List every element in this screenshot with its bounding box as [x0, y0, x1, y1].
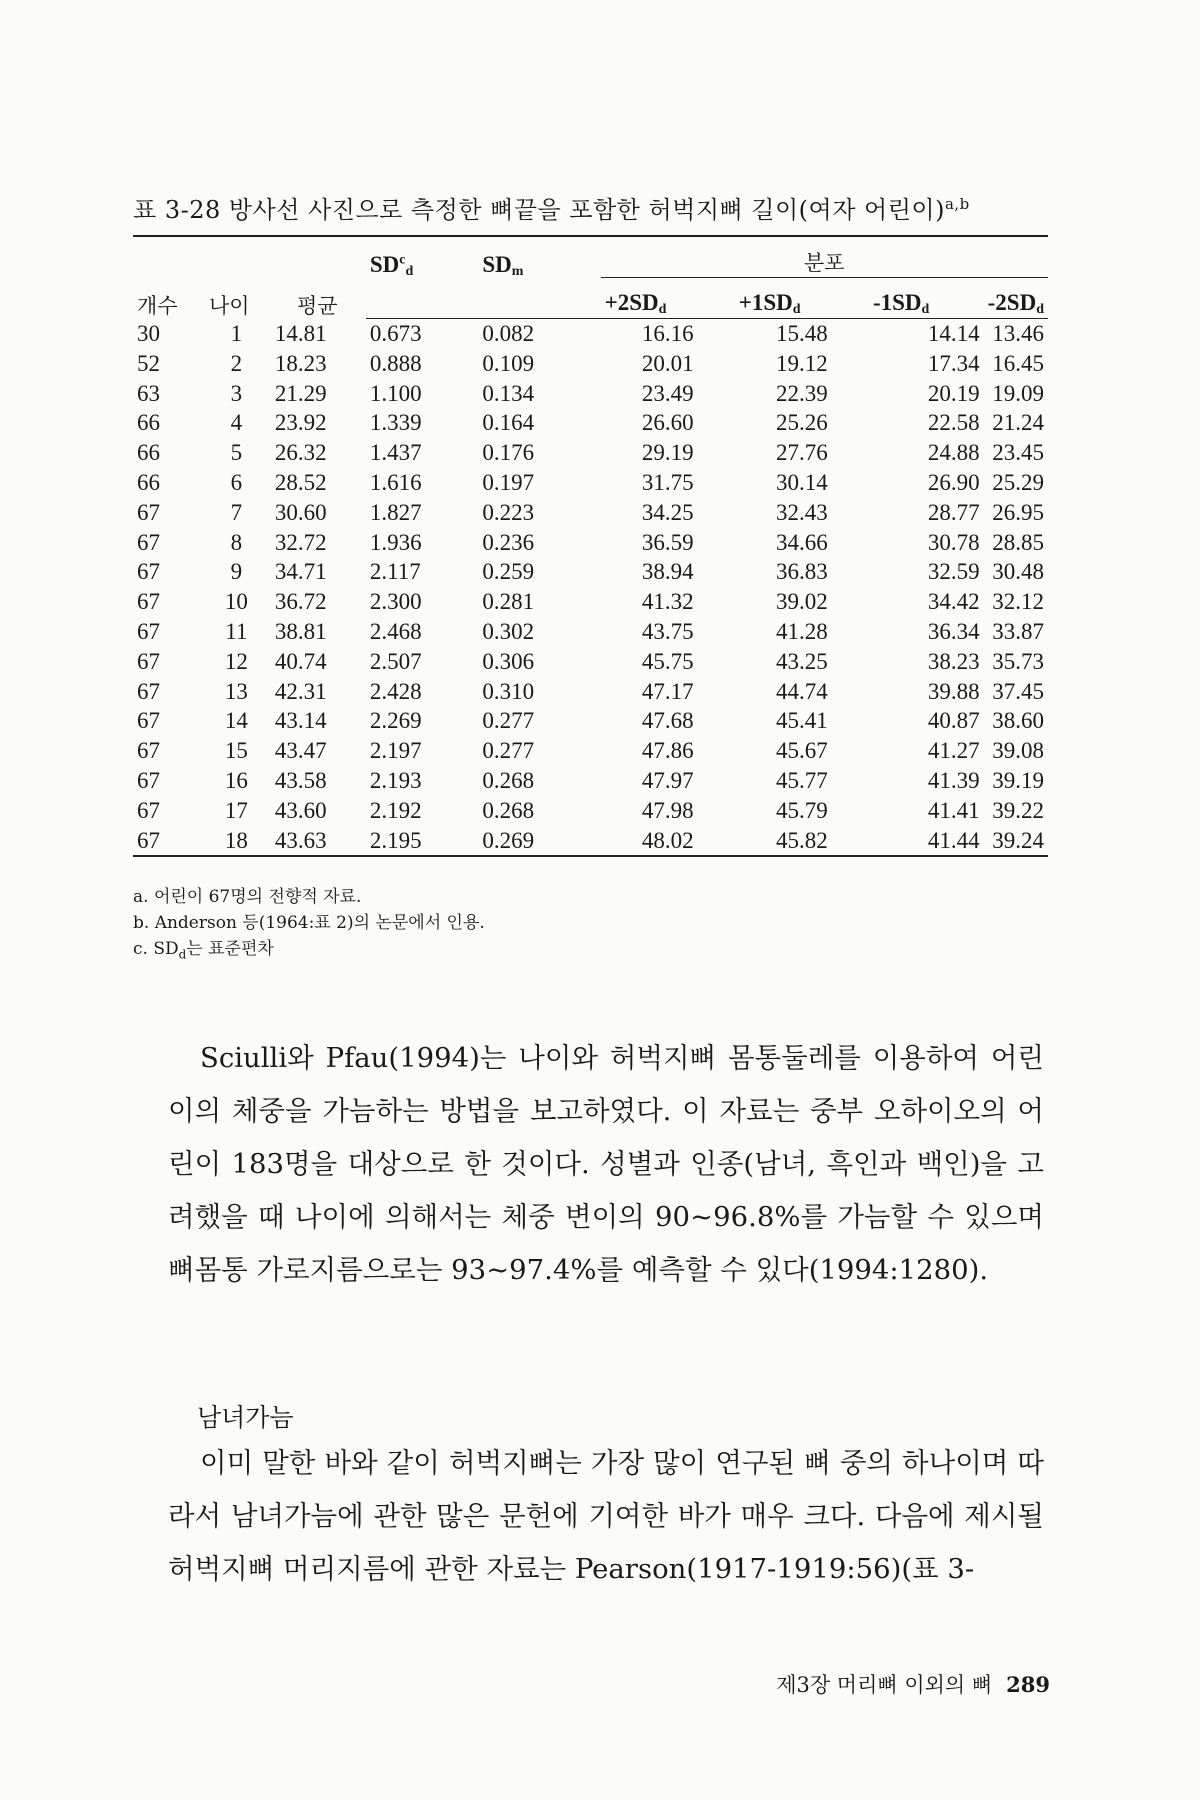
cell-minus1sd: 41.44 [869, 826, 984, 857]
header-sdd: $SD^c_d$ [366, 278, 479, 319]
cell-sdm: 0.223 [482, 499, 535, 525]
cell-sdm: 0.259 [482, 559, 535, 585]
cell-minus2sd: 21.24 [992, 410, 1044, 436]
cell-minus2sd: 33.87 [992, 618, 1044, 644]
table-row [133, 557, 1048, 587]
cell-count: 67 [137, 499, 160, 525]
cell-minus2sd: 39.24 [984, 826, 1048, 857]
header-plus1sd: $+1SD_d$ [735, 278, 869, 319]
cell-mean: 40.74 [274, 648, 327, 674]
header-plus2sd: $+2SD_d$ [601, 278, 735, 319]
cell-age: 3 [230, 380, 243, 406]
cell-count: 67 [137, 767, 160, 793]
cell-plus2sd: 45.75 [641, 648, 694, 674]
cell-minus2sd: 19.09 [992, 380, 1044, 406]
cell-count: 66 [137, 410, 160, 436]
cell-plus2sd: 31.75 [641, 469, 694, 495]
cell-plus2sd: 47.17 [641, 678, 694, 704]
cell-plus2sd: 23.49 [641, 380, 694, 406]
cell-sdd: 2.117 [369, 559, 421, 585]
table-row [133, 498, 1048, 528]
note-a: a. 어린이 67명의 전향적 자료. [133, 887, 362, 907]
table-row [133, 528, 1048, 558]
cell-count: 67 [137, 589, 160, 615]
cell-mean: 21.29 [274, 380, 327, 406]
cell-sdm: 0.277 [482, 708, 535, 734]
table-caption [133, 190, 1053, 225]
cell-plus1sd: 44.74 [776, 678, 828, 704]
section-title-sex-estimation: 남녀가늠 [197, 1403, 294, 1432]
cell-age: 4 [230, 410, 243, 436]
cell-minus1sd: 41.41 [927, 797, 980, 823]
cell-count: 67 [137, 797, 160, 823]
cell-minus1sd: 34.42 [927, 589, 980, 615]
cell-sdd: 2.269 [369, 708, 422, 734]
cell-sdd: 2.197 [369, 738, 422, 764]
cell-minus2sd: 39.22 [992, 797, 1044, 823]
cell-plus1sd: 34.66 [776, 529, 828, 555]
cell-plus2sd: 43.75 [641, 618, 694, 644]
cell-sdd: 1.339 [369, 410, 422, 436]
cell-minus1sd: 24.88 [927, 440, 980, 466]
cell-age: 10 [224, 589, 248, 615]
cell-minus1sd: 36.34 [927, 618, 980, 644]
cell-minus2sd: 32.12 [992, 589, 1044, 615]
cell-mean: 43.47 [274, 738, 327, 764]
table-row [133, 587, 1048, 617]
cell-sdm: 0.197 [482, 469, 535, 495]
cell-plus1sd: 15.48 [776, 321, 828, 346]
header-distribution: 분포 [601, 236, 1048, 278]
paragraph-sciulli-pfau: Sciulli와 Pfau(1994)는 나이와 허벅지뼈 몸통둘레를 이용하여 어린이의 체중을 가늠하는 방법을 보고하였다. 이 자료는 중부 오하이오의 어린이 183명을 대상으로 한 것이다. 성별과 인종(남녀, 흑인과 백인)을 고려했을 때 나이에 의해서는 체중 변이의 90~96.8%를 가늠할 수 있으며 뼈몸통 가로지름으로는 93~97.4%를 예측할 수 있다(1994:1280). [168, 1042, 1044, 1286]
cell-plus2sd: 38.94 [641, 559, 694, 585]
cell-minus1sd: 20.19 [927, 380, 980, 406]
table-row [133, 408, 1048, 438]
cell-minus2sd: 28.85 [992, 529, 1044, 555]
cell-plus1sd: 45.77 [776, 767, 828, 793]
page-footer [776, 1669, 1050, 1699]
cell-age: 2 [230, 350, 243, 376]
cell-age: 16 [224, 767, 248, 793]
cell-age: 6 [230, 469, 243, 495]
cell-plus2sd: 47.97 [641, 767, 694, 793]
cell-minus2sd: 38.60 [992, 708, 1044, 734]
cell-plus2sd: 26.60 [641, 410, 694, 436]
cell-sdd: 2.428 [369, 678, 422, 704]
header-mean: 평균 [297, 294, 338, 318]
cell-sdm: 0.302 [482, 618, 535, 644]
caption-text: 표 3-28 방사선 사진으로 측정한 뼈끝을 포함한 허벅지뼈 길이(여자 어린이) [133, 196, 945, 224]
cell-mean: 43.60 [274, 797, 327, 823]
cell-sdd: 2.468 [369, 618, 422, 644]
cell-minus2sd: 30.48 [992, 559, 1044, 585]
cell-plus1sd: 45.41 [776, 708, 828, 734]
cell-minus1sd: 38.23 [927, 648, 980, 674]
cell-sdm: 0.268 [482, 797, 535, 823]
cell-sdm: 0.109 [482, 350, 535, 376]
cell-mean: 34.71 [274, 559, 327, 585]
cell-count: 63 [137, 380, 160, 406]
table-row [133, 617, 1048, 647]
table-row [133, 766, 1048, 796]
cell-minus2sd: 26.95 [992, 499, 1044, 525]
table-row [133, 438, 1048, 468]
table-row [133, 736, 1048, 766]
cell-count: 67 [137, 738, 160, 764]
cell-age: 8 [230, 529, 243, 555]
cell-sdd: 2.195 [366, 826, 479, 857]
cell-minus1sd: 39.88 [927, 678, 980, 704]
cell-mean: 38.81 [274, 618, 327, 644]
cell-age: 12 [224, 648, 248, 674]
cell-sdd: 1.437 [369, 440, 422, 466]
cell-count: 67 [137, 648, 160, 674]
cell-mean: 36.72 [274, 589, 327, 615]
cell-plus2sd: 47.98 [641, 797, 694, 823]
cell-sdd: 0.888 [369, 350, 422, 376]
cell-mean: 23.92 [274, 410, 327, 436]
cell-age: 5 [230, 440, 243, 466]
page-number: 289 [1006, 1672, 1050, 1697]
cell-mean: 14.81 [274, 320, 327, 346]
cell-plus2sd: 16.16 [641, 321, 694, 346]
cell-age: 7 [230, 499, 243, 525]
table-header-row-top [133, 236, 1048, 278]
cell-plus1sd: 30.14 [776, 469, 828, 495]
cell-mean: 42.31 [274, 678, 327, 704]
cell-plus2sd: 36.59 [641, 529, 694, 555]
cell-mean: 30.60 [274, 499, 327, 525]
cell-mean: 28.52 [274, 469, 327, 495]
cell-age: 14 [224, 708, 248, 734]
cell-sdd: 2.507 [369, 648, 422, 674]
cell-sdm: 0.306 [482, 648, 535, 674]
table-row [133, 349, 1048, 379]
cell-minus1sd: 30.78 [927, 529, 980, 555]
cell-plus1sd: 32.43 [776, 499, 828, 525]
table-row [133, 319, 1048, 349]
cell-minus2sd: 39.19 [992, 767, 1044, 793]
cell-count: 52 [137, 350, 160, 376]
cell-count: 66 [137, 440, 160, 466]
cell-minus1sd: 40.87 [927, 708, 980, 734]
cell-sdm: 0.164 [482, 410, 535, 436]
table-row [133, 796, 1048, 826]
cell-minus1sd: 14.14 [927, 321, 980, 346]
cell-age: 15 [224, 738, 248, 764]
cell-plus1sd: 43.25 [776, 648, 828, 674]
femur-length-table [133, 235, 1048, 857]
note-c: c. $SD_d$는 표준편차 [133, 939, 274, 962]
cell-plus1sd: 39.02 [776, 589, 828, 615]
cell-sdd: 2.192 [369, 797, 422, 823]
cell-mean: 43.14 [274, 708, 327, 734]
cell-plus1sd: 19.12 [776, 350, 828, 376]
cell-plus1sd: 22.39 [776, 380, 828, 406]
cell-plus2sd: 29.19 [641, 440, 694, 466]
note-b: b. Anderson 등(1964:표 2)의 논문에서 인용. [133, 913, 485, 933]
cell-count: 30 [137, 320, 160, 346]
cell-age: 13 [224, 678, 248, 704]
cell-age: 17 [224, 797, 248, 823]
cell-age: 1 [230, 320, 243, 346]
table-row [133, 647, 1048, 677]
cell-mean: 43.63 [271, 826, 366, 857]
cell-count: 66 [137, 469, 160, 495]
cell-plus1sd: 45.67 [776, 738, 828, 764]
cell-sdm: 0.236 [482, 529, 535, 555]
cell-count: 67 [133, 826, 202, 857]
cell-minus1sd: 28.77 [927, 499, 980, 525]
table-row [133, 677, 1048, 707]
cell-minus2sd: 35.73 [992, 648, 1044, 674]
cell-plus1sd: 41.28 [776, 618, 828, 644]
cell-sdd: 1.100 [369, 380, 422, 406]
cell-count: 67 [137, 529, 160, 555]
header-minus2sd: $-2SD_d$ [984, 278, 1048, 319]
table-row [133, 826, 1048, 857]
cell-age: 18 [202, 826, 271, 857]
cell-age: 11 [225, 618, 248, 644]
cell-sdd: 0.673 [369, 321, 422, 346]
cell-minus1sd: 17.34 [927, 350, 980, 376]
cell-minus2sd: 39.08 [992, 738, 1044, 764]
cell-minus1sd: 22.58 [927, 410, 980, 436]
cell-sdm: 0.281 [482, 589, 535, 615]
cell-minus1sd: 41.27 [927, 738, 980, 764]
cell-plus2sd: 47.68 [641, 708, 694, 734]
cell-sdm: 0.269 [478, 826, 600, 857]
table-notes [133, 884, 1033, 967]
cell-count: 67 [137, 618, 160, 644]
paragraph-sex-estimation: 이미 말한 바와 같이 허벅지뼈는 가장 많이 연구된 뼈 중의 하나이며 따라서 남녀가늠에 관한 많은 문헌에 기여한 바가 매우 크다. 다음에 제시될 허벅지뼈 머리지름에 관한 자료는 Pearson(1917-1919:56)(표 3- [168, 1447, 1044, 1585]
cell-mean: 18.23 [274, 350, 327, 376]
cell-mean: 32.72 [274, 529, 327, 555]
cell-minus1sd: 26.90 [927, 469, 980, 495]
table-body [133, 319, 1048, 857]
cell-plus2sd: 47.86 [641, 738, 694, 764]
cell-plus1sd: 27.76 [776, 440, 828, 466]
cell-sdm: 0.268 [482, 767, 535, 793]
cell-minus2sd: 16.45 [992, 350, 1044, 376]
cell-sdd: 2.300 [369, 589, 422, 615]
cell-plus2sd: 34.25 [641, 499, 694, 525]
cell-sdm: 0.277 [482, 738, 535, 764]
cell-count: 67 [137, 708, 160, 734]
header-count: 개수 [137, 294, 178, 318]
cell-sdd: 1.936 [369, 529, 422, 555]
cell-minus1sd: 41.39 [927, 767, 980, 793]
cell-sdd: 1.827 [369, 499, 422, 525]
cell-sdd: 2.193 [369, 767, 422, 793]
cell-minus1sd: 32.59 [927, 559, 980, 585]
cell-plus2sd: 41.32 [641, 589, 694, 615]
cell-minus2sd: 23.45 [992, 440, 1044, 466]
cell-sdd: 1.616 [369, 469, 422, 495]
cell-plus1sd: 36.83 [776, 559, 828, 585]
cell-count: 67 [137, 559, 160, 585]
cell-plus1sd: 45.82 [735, 826, 869, 857]
table-row [133, 468, 1048, 498]
cell-mean: 26.32 [274, 440, 327, 466]
header-sdm: $SD_m$ [478, 278, 600, 319]
cell-plus2sd: 20.01 [641, 350, 694, 376]
cell-sdm: 0.134 [482, 380, 535, 406]
table-row [133, 706, 1048, 736]
footer-chapter: 제3장 머리뼈 이외의 뼈 [776, 1673, 993, 1697]
cell-mean: 43.58 [274, 767, 327, 793]
header-minus1sd: $-1SD_d$ [869, 278, 984, 319]
cell-sdm: 0.176 [482, 440, 535, 466]
caption-superscript: a,b [944, 195, 970, 213]
cell-sdm: 0.310 [482, 678, 535, 704]
cell-sdm: 0.082 [482, 321, 535, 346]
header-age: 나이 [209, 294, 250, 318]
cell-plus2sd: 48.02 [601, 826, 735, 857]
cell-minus2sd: 13.46 [992, 321, 1044, 346]
table-row [133, 379, 1048, 409]
cell-count: 67 [137, 678, 160, 704]
cell-plus1sd: 45.79 [776, 797, 828, 823]
cell-minus2sd: 25.29 [992, 469, 1044, 495]
cell-plus1sd: 25.26 [776, 410, 828, 436]
cell-age: 9 [230, 559, 243, 585]
cell-minus2sd: 37.45 [992, 678, 1044, 704]
